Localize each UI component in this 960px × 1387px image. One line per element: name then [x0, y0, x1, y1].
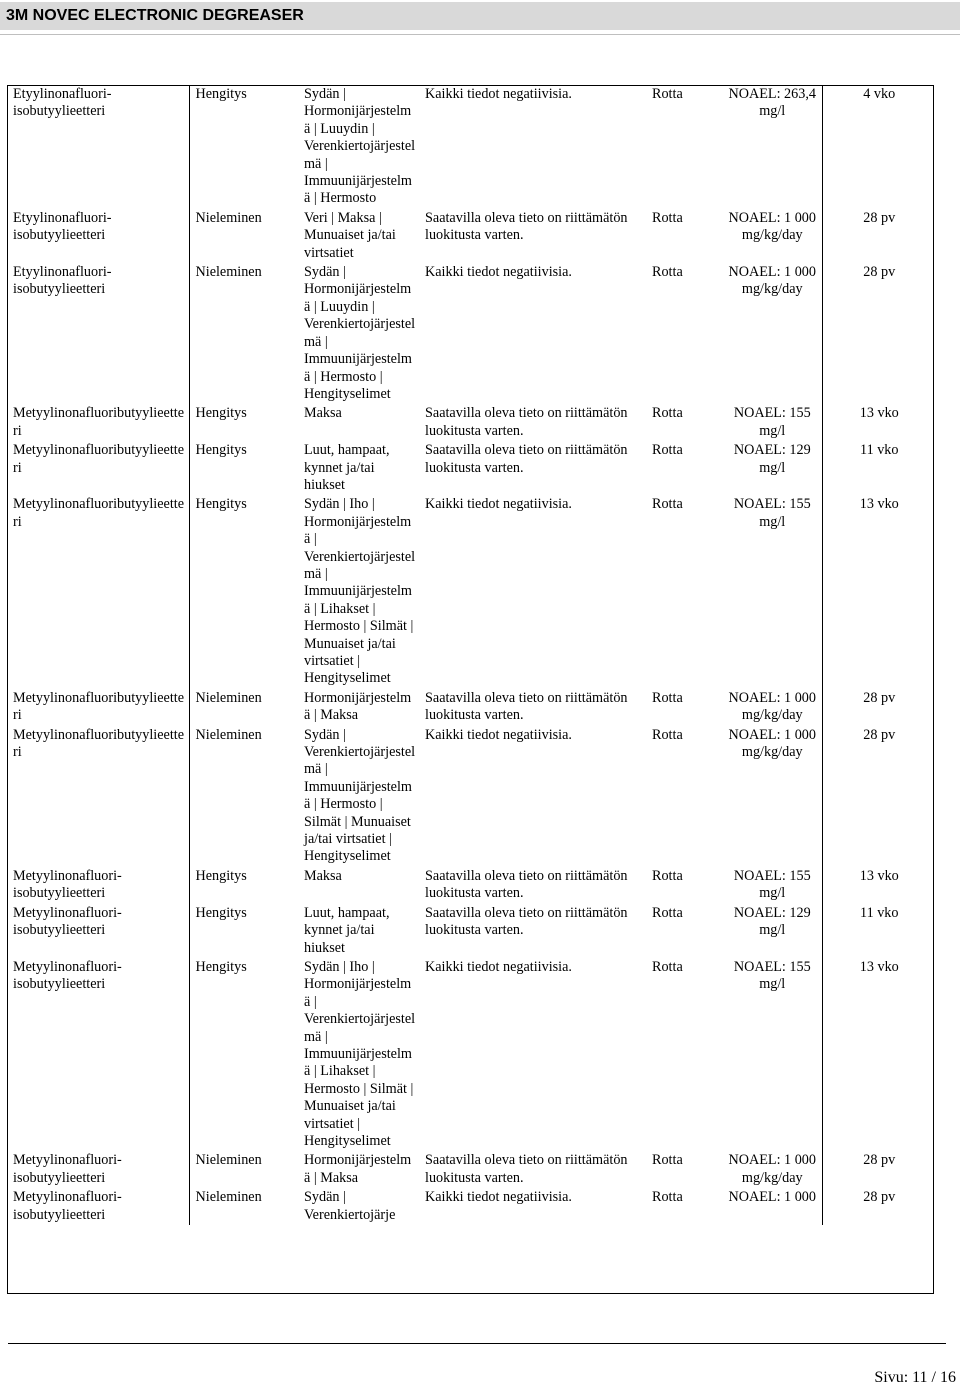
cell-result: Saatavilla oleva tieto on riittämätön luokitusta varten.	[425, 442, 628, 476]
cell-target-organs: Veri | Maksa | Munuaiset ja/tai virtsatiet	[304, 209, 396, 261]
cell-test-value: NOAEL: 263,4 mg/l	[728, 86, 816, 120]
cell-substance: Metyylinonafluoributyylieetteri	[7, 441, 189, 495]
cell-substance: Metyylinonafluoributyylieetteri	[7, 495, 189, 688]
cell-duration: 13 vko	[822, 404, 934, 441]
toxicity-table-body	[7, 85, 934, 1225]
cell-result: Kaikki tiedot negatiivisia.	[425, 1189, 572, 1206]
cell-substance: Metyylinonafluori-isobutyylieetteri	[7, 904, 189, 958]
cell-substance: Metyylinonafluoributyylieetteri	[7, 404, 189, 441]
cell-result: Kaikki tiedot negatiivisia.	[425, 958, 572, 975]
cell-target-organs: Sydän | Iho | Hormonijärjestelmä | Verenkiertojärjestelmä | Immuunijärjestelmä | Lihakset | Hermosto | Silmät | Munuaiset ja/tai virtsatiet | Hengityselimet	[304, 958, 416, 1149]
cell-duration: 13 vko	[822, 867, 934, 904]
footer-divider	[8, 1343, 946, 1344]
cell-target-organs: Luut, hampaat, kynnet ja/tai hiukset	[304, 442, 390, 493]
cell-target-organs: Sydän | Hormonijärjestelmä | Luuydin | Verenkiertojärjestelmä | Immuunijärjestelmä | Hermosto | Hengityselimet	[304, 264, 416, 402]
cell-result: Kaikki tiedot negatiivisia.	[425, 496, 572, 513]
cell-test-value: NOAEL: 1 000 mg/kg/day	[728, 209, 816, 244]
header-divider	[0, 34, 960, 35]
cell-result: Saatavilla oleva tieto on riittämätön luokitusta varten.	[425, 405, 628, 439]
cell-result: Saatavilla oleva tieto on riittämätön luokitusta varten.	[425, 1152, 628, 1186]
cell-duration: 28 pv	[822, 689, 934, 726]
table-row	[7, 726, 934, 867]
cell-route: Nieleminen	[195, 264, 262, 281]
cell-duration: 28 pv	[822, 1188, 934, 1225]
cell-result: Saatavilla oleva tieto on riittämätön luokitusta varten.	[425, 867, 628, 902]
cell-test-value: NOAEL: 129 mg/l	[733, 442, 811, 476]
table-row	[7, 85, 934, 209]
cell-substance: Etyylinonafluori-isobutyylieetteri	[7, 85, 189, 209]
table-row	[7, 404, 934, 441]
cell-substance: Etyylinonafluori-isobutyylieetteri	[7, 263, 189, 404]
document-header: 3M NOVEC ELECTRONIC DEGREASER	[0, 2, 960, 30]
table-row	[7, 1151, 934, 1188]
cell-test-value: NOAEL: 1 000 mg/kg/day	[728, 726, 816, 761]
cell-route: Nieleminen	[195, 726, 262, 743]
cell-substance: Metyylinonafluori-isobutyylieetteri	[7, 1188, 189, 1225]
table-row	[7, 689, 934, 726]
cell-target-organs: Luut, hampaat, kynnet ja/tai hiukset	[304, 904, 390, 956]
table-row	[7, 209, 934, 263]
cell-species: Rotta	[652, 1189, 683, 1206]
cell-route: Hengitys	[195, 867, 247, 884]
cell-test-value: NOAEL: 155 mg/l	[733, 405, 811, 439]
cell-target-organs: Maksa	[304, 405, 342, 422]
table-row	[7, 1188, 934, 1225]
cell-route: Hengitys	[195, 904, 247, 921]
cell-target-organs: Sydän | Iho | Hormonijärjestelmä | Verenkiertojärjestelmä | Immuunijärjestelmä | Lihakset | Hermosto | Silmät | Munuaiset ja/tai virtsatiet | Hengityselimet	[304, 496, 416, 687]
table-row	[7, 958, 934, 1151]
cell-route: Hengitys	[195, 86, 247, 102]
cell-species: Rotta	[652, 1152, 683, 1169]
cell-substance: Metyylinonafluori-isobutyylieetteri	[7, 867, 189, 904]
cell-test-value: NOAEL: 1 000 mg/kg/day	[728, 264, 816, 298]
cell-species: Rotta	[652, 442, 683, 459]
table-row	[7, 867, 934, 904]
cell-route: Hengitys	[195, 958, 247, 975]
cell-substance: Metyylinonafluoributyylieetteri	[7, 689, 189, 726]
cell-route: Nieleminen	[195, 209, 262, 226]
table-row	[7, 495, 934, 688]
cell-duration: 28 pv	[822, 1151, 934, 1188]
cell-test-value: NOAEL: 155 mg/l	[733, 867, 811, 902]
cell-duration: 13 vko	[822, 495, 934, 688]
cell-species: Rotta	[652, 264, 683, 281]
cell-result: Saatavilla oleva tieto on riittämätön luokitusta varten.	[425, 209, 628, 244]
cell-target-organs: Hormonijärjestelmä | Maksa	[304, 1152, 412, 1186]
table-row	[7, 263, 934, 404]
cell-species: Rotta	[652, 726, 683, 743]
cell-result: Kaikki tiedot negatiivisia.	[425, 726, 572, 743]
cell-species: Rotta	[652, 867, 683, 884]
cell-substance: Metyylinonafluori-isobutyylieetteri	[7, 1151, 189, 1188]
cell-species: Rotta	[652, 405, 683, 422]
cell-test-value: NOAEL: 129 mg/l	[733, 904, 811, 939]
cell-target-organs: Hormonijärjestelmä | Maksa	[304, 689, 412, 724]
cell-duration: 28 pv	[822, 726, 934, 867]
cell-duration: 28 pv	[822, 209, 934, 263]
cell-route: Nieleminen	[195, 689, 262, 706]
cell-substance: Metyylinonafluoributyylieetteri	[7, 726, 189, 867]
cell-route: Hengitys	[195, 405, 247, 422]
cell-duration: 11 vko	[822, 904, 934, 958]
cell-test-value: NOAEL: 1 000 mg/kg/day	[728, 689, 816, 724]
cell-species: Rotta	[652, 689, 683, 706]
table-row	[7, 904, 934, 958]
cell-duration: 11 vko	[822, 441, 934, 495]
cell-result: Kaikki tiedot negatiivisia.	[425, 264, 572, 281]
cell-test-value: NOAEL: 155 mg/l	[733, 496, 811, 530]
cell-test-value: NOAEL: 1 000 mg/kg/day	[728, 1152, 816, 1186]
cell-target-organs: Sydän | Hormonijärjestelmä | Luuydin | Verenkiertojärjestelmä | Immuunijärjestelmä | Hermosto	[304, 86, 416, 207]
cell-route: Nieleminen	[195, 1152, 262, 1169]
cell-species: Rotta	[652, 958, 683, 975]
table-row	[7, 441, 934, 495]
cell-target-organs: Maksa	[304, 867, 342, 884]
cell-route: Hengitys	[195, 442, 247, 459]
cell-species: Rotta	[652, 209, 683, 226]
cell-result: Saatavilla oleva tieto on riittämätön luokitusta varten.	[425, 904, 628, 939]
cell-species: Rotta	[652, 496, 683, 513]
cell-result: Saatavilla oleva tieto on riittämätön luokitusta varten.	[425, 689, 628, 724]
cell-substance: Metyylinonafluori-isobutyylieetteri	[7, 958, 189, 1151]
cell-route: Nieleminen	[195, 1189, 262, 1206]
cell-substance: Etyylinonafluori-isobutyylieetteri	[7, 209, 189, 263]
page-number: Sivu: 11 / 16	[874, 1369, 956, 1386]
cell-species: Rotta	[652, 86, 683, 102]
cell-test-value: NOAEL: 1 000	[728, 1189, 816, 1206]
cell-duration: 4 vko	[822, 85, 934, 209]
cell-route: Hengitys	[195, 496, 247, 513]
cell-test-value: NOAEL: 155 mg/l	[733, 958, 811, 993]
cell-duration: 28 pv	[822, 263, 934, 404]
toxicity-table	[7, 85, 934, 1225]
cell-result: Kaikki tiedot negatiivisia.	[425, 86, 572, 102]
cell-species: Rotta	[652, 904, 683, 921]
cell-target-organs: Sydän | Verenkiertojärjestelmä | Immuunijärjestelmä | Hermosto | Silmät | Munuaiset ja/tai virtsatiet | Hengityselimet	[304, 726, 416, 865]
cell-duration: 13 vko	[822, 958, 934, 1151]
cell-target-organs: Sydän | Verenkiertojärje	[304, 1189, 396, 1223]
